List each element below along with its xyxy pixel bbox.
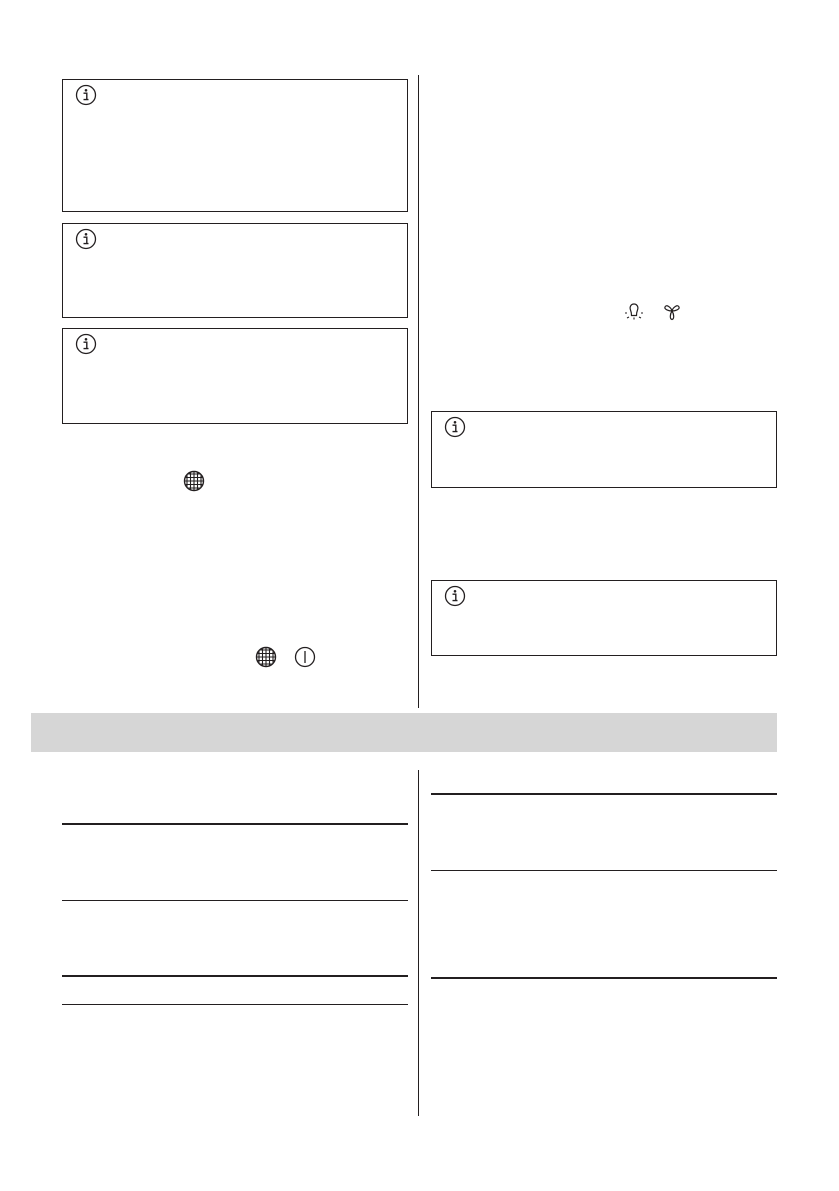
info-box-5	[431, 580, 777, 656]
table-rule	[62, 823, 408, 825]
column-divider-bottom	[418, 770, 419, 1116]
info-box-2	[62, 223, 408, 318]
grille-fan-icon	[255, 646, 277, 668]
table-rule	[62, 1004, 408, 1005]
info-box-3	[62, 328, 408, 424]
info-icon	[444, 416, 466, 438]
info-icon	[444, 585, 466, 607]
light-bulb-icon	[622, 300, 646, 324]
info-box-4	[431, 411, 777, 488]
info-icon	[75, 84, 97, 106]
table-rule	[431, 793, 777, 795]
table-rule	[62, 975, 408, 977]
grille-fan-icon	[183, 470, 205, 492]
column-divider-top	[418, 75, 419, 708]
table-rule	[431, 977, 777, 979]
info-icon	[75, 228, 97, 250]
table-rule	[62, 900, 408, 901]
info-icon	[75, 333, 97, 355]
power-icon	[294, 646, 316, 668]
section-heading-bar	[31, 713, 777, 752]
fan-icon	[660, 300, 684, 324]
table-rule	[431, 870, 777, 871]
info-box-1	[62, 79, 408, 212]
